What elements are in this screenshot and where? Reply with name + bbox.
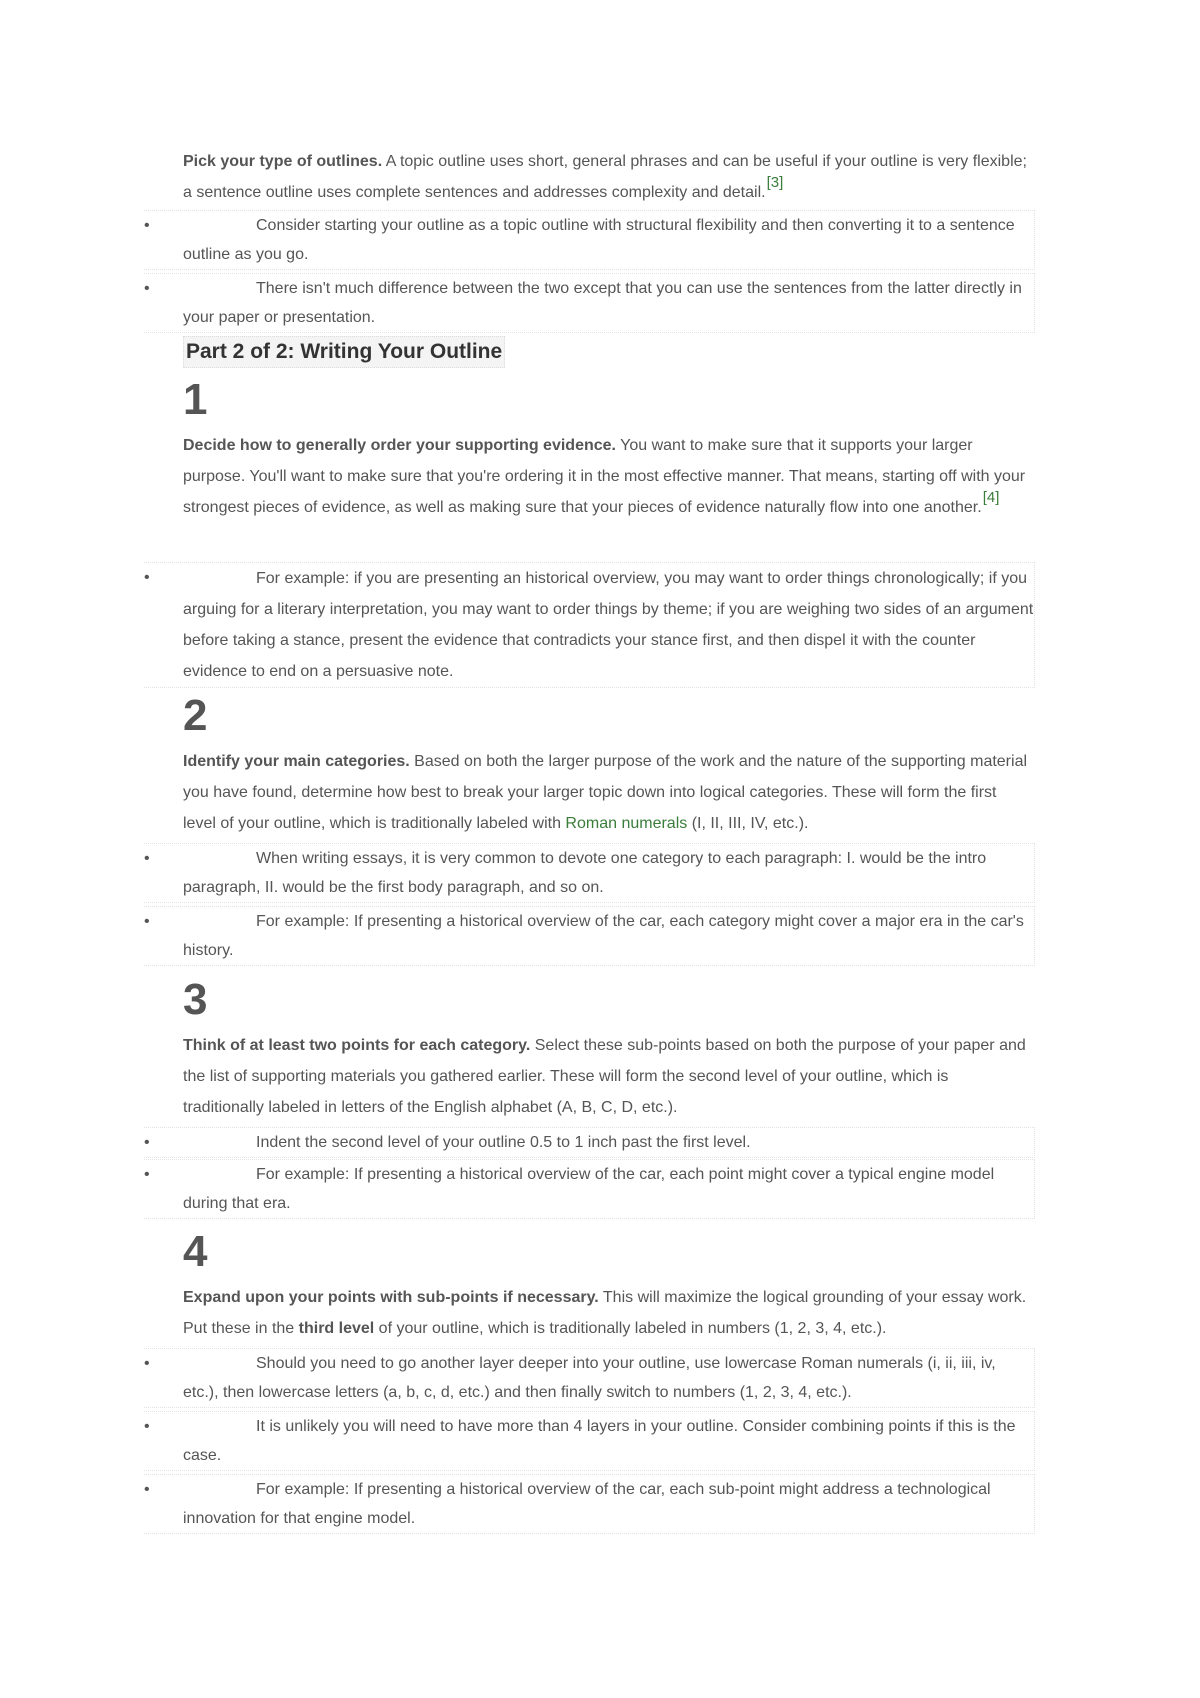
list-item-text: Should you need to go another layer deeper into your outline, use lowercase Roman numerals (i, ii, iii, iv, etc.), then lowercase letters (a, b, c, d, etc.) and then finally switch to numbers (1, 2, 3, 4, etc.). [183,1355,996,1401]
step-paragraph [183,746,1033,839]
intro-bold: Pick your type of outlines. [183,153,383,170]
step-text: This will maximize the logical grounding of your essay work. Put these in the [183,1289,1027,1337]
list-item [144,1159,1035,1219]
intro-text: A topic outline uses short, general phrases and can be useful if your outline is very flexible; a sentence outline uses complete sentences and addresses complexity and detail. [183,153,1027,201]
list-item [144,1348,1035,1408]
list-item-text: It is unlikely you will need to have more than 4 layers in your outline. Consider combining points if this is the case. [183,1418,1016,1464]
step-text: Select these sub-points based on both the purpose of your paper and the list of supporting materials you gathered earlier. These will form the second level of your outline, which is traditionally labeled in letters of the English alphabet (A, B, C, D, etc.). [183,1037,1026,1116]
step-text: (I, II, III, IV, etc.). [687,815,809,832]
step-bold: Identify your main categories. [183,753,410,770]
list-item [144,1127,1035,1158]
bullet-icon: • [144,217,150,234]
roman-numerals-link[interactable]: Roman numerals [565,815,688,832]
step-number: 3 [183,975,208,1024]
intro-paragraph [183,146,1033,208]
list-item [144,906,1035,966]
step-bold: Decide how to generally order your supporting evidence. [183,437,616,454]
bullet-icon: • [144,1134,150,1151]
list-item-text: For example: If presenting a historical overview of the car, each point might cover a typical engine model during that era. [183,1166,995,1212]
step-paragraph [183,1282,1033,1344]
list-item [144,1411,1035,1471]
bullet-icon: • [144,913,150,930]
step-text: You want to make sure that it supports your larger purpose. You'll want to make sure that you're ordering it in the most effective manner. That means, starting off with your strongest pieces of evidence, as well as making sure that your pieces of evidence naturally flow into one another. [183,437,1026,516]
step-bold: Think of at least two points for each category. [183,1037,531,1054]
bullet-icon: • [144,1355,150,1372]
step-paragraph [183,430,1033,523]
list-item-text: Consider starting your outline as a topic outline with structural flexibility and then converting it to a sentence outline as you go. [183,217,1015,263]
list-item-text: There isn't much difference between the two except that you can use the sentences from the latter directly in your paper or presentation. [183,280,1022,326]
list-item [144,273,1035,333]
list-item-text: For example: If presenting a historical overview of the car, each category might cover a major era in the car's history. [183,913,1024,959]
bullet-icon: • [144,1418,150,1435]
list-item-text: For example: If presenting a historical overview of the car, each sub-point might address a technological innovation for that engine model. [183,1481,991,1527]
list-item [144,843,1035,903]
bullet-icon: • [144,280,150,297]
bullet-icon: • [144,1481,150,1498]
step-text: of your outline, which is traditionally labeled in numbers (1, 2, 3, 4, etc.). [374,1320,887,1337]
step-number: 4 [183,1227,208,1276]
bullet-icon: • [144,1166,150,1183]
bullet-icon: • [144,850,150,867]
step-number: 1 [183,375,208,424]
step-bold: Expand upon your points with sub-points if necessary. [183,1289,599,1306]
step-number: 2 [183,691,208,740]
section-heading: Part 2 of 2: Writing Your Outline [183,336,505,368]
step-bold-inline: third level [298,1320,375,1337]
list-item [144,1474,1035,1534]
citation-link-4[interactable]: [4] [982,489,1000,506]
step-paragraph [183,1030,1033,1123]
list-item-text: Indent the second level of your outline 0.5 to 1 inch past the first level. [256,1134,751,1151]
list-item [144,210,1035,270]
bullet-icon: • [144,569,150,586]
list-item-text: For example: if you are presenting an historical overview, you may want to order things chronologically; if you arguing for a literary interpretation, you may want to order things by theme; if you are weighing two sides of an argument before taking a stance, present the evidence that contradicts your stance first, and then dispel it with the counter evidence to end on a persuasive note. [183,570,1034,680]
citation-link-3[interactable]: [3] [766,174,784,191]
list-item [144,562,1035,688]
step-text: Based on both the larger purpose of the work and the nature of the supporting material you have found, determine how best to break your larger topic down into logical categories. These will form the first level of your outline, which is traditionally labeled with [183,753,1028,832]
list-item-text: When writing essays, it is very common to devote one category to each paragraph: I. would be the intro paragraph, II. would be the first body paragraph, and so on. [183,850,987,896]
